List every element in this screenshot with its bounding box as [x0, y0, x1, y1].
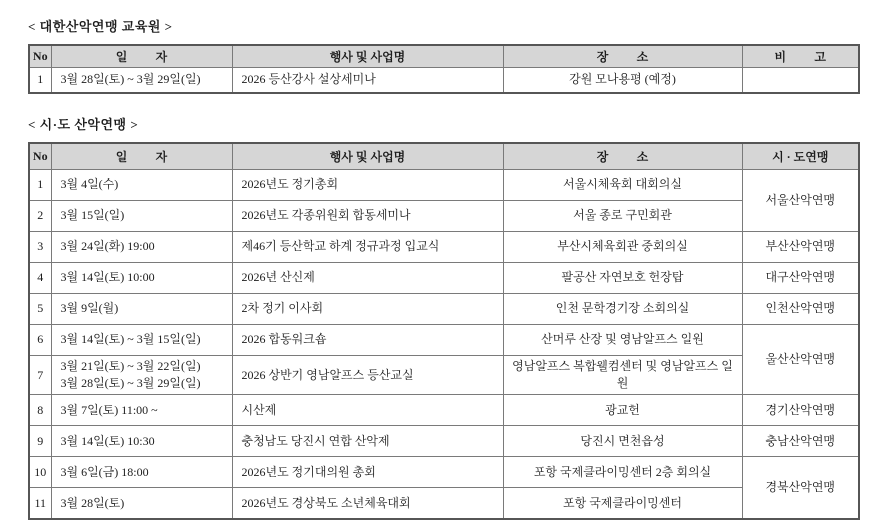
- cell-event: 2026 상반기 영남알프스 등산교실: [232, 356, 503, 395]
- cell-date: 3월 24일(화) 19:00: [51, 232, 232, 263]
- cell-event: 2026 등산강사 설상세미나: [232, 68, 503, 94]
- cell-federation: 경북산악연맹: [742, 457, 859, 520]
- table-row: [29, 426, 859, 457]
- cell-date: 3월 14일(토) 10:00: [51, 263, 232, 294]
- cell-federation: 서울산악연맹: [742, 170, 859, 232]
- col-header-date: 일 자: [51, 45, 232, 68]
- table-row: [29, 325, 859, 356]
- cell-note: [742, 68, 859, 94]
- cell-date: 3월 28일(토) ~ 3월 29일(일): [51, 68, 232, 94]
- cell-event: 시산제: [232, 395, 503, 426]
- cell-event: 2026년도 경상북도 소년체육대회: [232, 488, 503, 520]
- cell-date: 3월 28일(토): [51, 488, 232, 520]
- cell-date: 3월 7일(토) 11:00 ~: [51, 395, 232, 426]
- table-row: [29, 294, 859, 325]
- cell-federation: 울산산악연맹: [742, 325, 859, 395]
- cell-date: 3월 4일(수): [51, 170, 232, 201]
- cell-federation: 부산산악연맹: [742, 232, 859, 263]
- table-row: [29, 201, 859, 232]
- cell-no: 9: [29, 426, 51, 457]
- cell-place: 서울 종로 구민회관: [503, 201, 742, 232]
- cell-date: 3월 9일(월): [51, 294, 232, 325]
- cell-date: 3월 14일(토) ~ 3월 15일(일): [51, 325, 232, 356]
- cell-no: 4: [29, 263, 51, 294]
- cell-no: 6: [29, 325, 51, 356]
- cell-place: 부산시체육회관 중회의실: [503, 232, 742, 263]
- table-row: [29, 457, 859, 488]
- table-row: [29, 232, 859, 263]
- cell-place: 서울시체육회 대회의실: [503, 170, 742, 201]
- cell-place: 광교헌: [503, 395, 742, 426]
- col-header-note: 비 고: [742, 45, 859, 68]
- cell-date: 3월 15일(일): [51, 201, 232, 232]
- table-header-row: [29, 143, 859, 170]
- col-header-event: 행사 및 사업명: [232, 143, 503, 170]
- cell-place: 산머루 산장 및 영남알프스 일원: [503, 325, 742, 356]
- cell-date: 3월 6일(금) 18:00: [51, 457, 232, 488]
- section-title-regional-federations: < 시·도 산악연맹 >: [28, 117, 139, 132]
- table-header-row: [29, 45, 859, 68]
- col-header-place: 장 소: [503, 45, 742, 68]
- cell-no: 3: [29, 232, 51, 263]
- cell-place: 인천 문학경기장 소회의실: [503, 294, 742, 325]
- cell-federation: 경기산악연맹: [742, 395, 859, 426]
- cell-date: 3월 21일(토) ~ 3월 22일(일) 3월 28일(토) ~ 3월 29일(일): [51, 356, 232, 395]
- cell-place: 당진시 면천읍성: [503, 426, 742, 457]
- cell-place: 강원 모나용평 (예정): [503, 68, 742, 94]
- cell-event: 제46기 등산학교 하계 정규과정 입교식: [232, 232, 503, 263]
- cell-federation: 대구산악연맹: [742, 263, 859, 294]
- col-header-event: 행사 및 사업명: [232, 45, 503, 68]
- col-header-federation: 시 · 도연맹: [742, 143, 859, 170]
- cell-event: 2차 정기 이사회: [232, 294, 503, 325]
- cell-event: 2026년도 정기대의원 총회: [232, 457, 503, 488]
- cell-no: 10: [29, 457, 51, 488]
- cell-place: 포항 국제클라이밍센터: [503, 488, 742, 520]
- cell-place: 포항 국제클라이밍센터 2층 회의실: [503, 457, 742, 488]
- col-header-no: No: [29, 143, 51, 170]
- cell-date: 3월 14일(토) 10:30: [51, 426, 232, 457]
- table-row: [29, 68, 859, 94]
- cell-event: 2026 합동워크숍: [232, 325, 503, 356]
- table-row: [29, 356, 859, 395]
- table-row: [29, 488, 859, 520]
- cell-event: 충청남도 당진시 연합 산악제: [232, 426, 503, 457]
- table-row: [29, 170, 859, 201]
- col-header-place: 장 소: [503, 143, 742, 170]
- cell-no: 2: [29, 201, 51, 232]
- regional-federations-table: [28, 142, 860, 520]
- cell-federation: 충남산악연맹: [742, 426, 859, 457]
- cell-event: 2026년도 각종위원회 합동세미나: [232, 201, 503, 232]
- cell-event: 2026년 산신제: [232, 263, 503, 294]
- table-row: [29, 263, 859, 294]
- col-header-no: No: [29, 45, 51, 68]
- cell-no: 1: [29, 68, 51, 94]
- cell-no: 1: [29, 170, 51, 201]
- table-row: [29, 395, 859, 426]
- col-header-date: 일 자: [51, 143, 232, 170]
- cell-no: 5: [29, 294, 51, 325]
- cell-no: 11: [29, 488, 51, 520]
- cell-place: 영남알프스 복합웰컴센터 및 영남알프스 일원: [503, 356, 742, 395]
- education-center-table: [28, 44, 860, 94]
- cell-event: 2026년도 정기총회: [232, 170, 503, 201]
- cell-place: 팔공산 자연보호 헌장탑: [503, 263, 742, 294]
- section-title-education-center: < 대한산악연맹 교육원 >: [28, 19, 173, 34]
- cell-no: 8: [29, 395, 51, 426]
- cell-federation: 인천산악연맹: [742, 294, 859, 325]
- cell-no: 7: [29, 356, 51, 395]
